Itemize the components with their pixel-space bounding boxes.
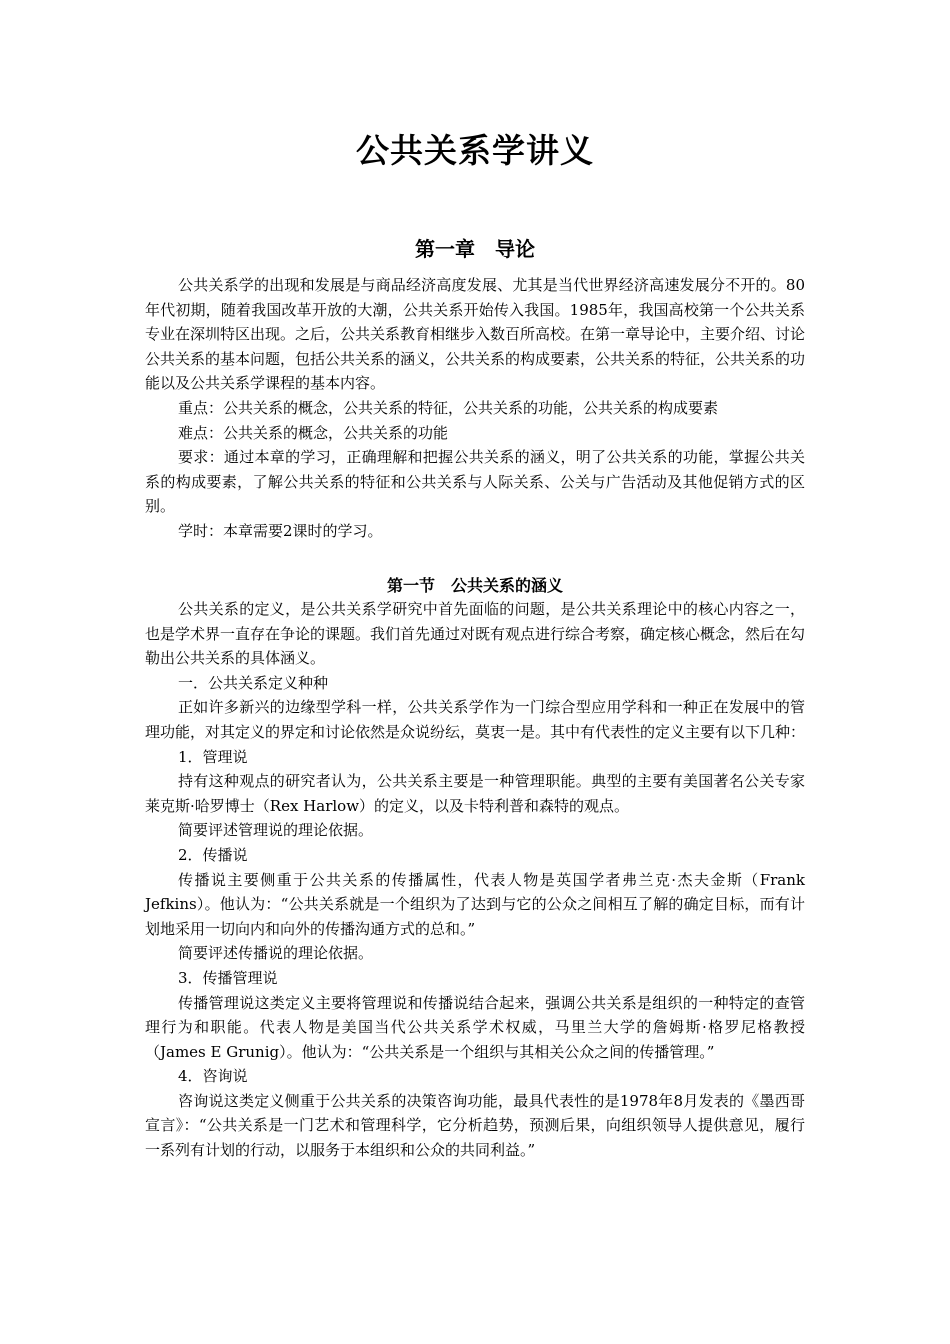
- requirements-paragraph: 要求：通过本章的学习，正确理解和把握公共关系的涵义，明了公共关系的功能，掌握公共关系的构成要素，了解公共关系的特征和公共关系与人际关系、公关与广告活动及其他促销方式的区别。: [145, 448, 805, 516]
- section-paragraph: 持有这种观点的研究者认为，公共关系主要是一种管理职能。典型的主要有美国著名公关专家莱克斯·哈罗博士（Rex Harlow）的定义，以及卡特利普和森特的观点。: [145, 772, 805, 815]
- section-paragraph: 简要评述传播说的理论依据。: [178, 944, 374, 963]
- section-paragraph: 传播说主要侧重于公共关系的传播属性，代表人物是英国学者弗兰克·杰夫金斯（Frank Jefkins）。他认为：“公共关系就是一个组织为了达到与它的公众之间相互了解的确定目标，而有计划地采用一切向内和向外的传播沟通方式的总和。”: [145, 870, 805, 938]
- section-paragraph: 传播管理说这类定义主要将管理说和传播说结合起来，强调公共关系是组织的一种特定的查管理行为和职能。代表人物是美国当代公共关系学术权威，马里兰大学的詹姆斯·格罗尼格教授（James E Grunig）。他认为：“公共关系是一个组织与其相关公众之间的传播管理。”: [145, 993, 805, 1061]
- section-title: 第一节 公共关系的涵义: [386, 576, 563, 595]
- subheading-communication-management: 3．传播管理说: [178, 968, 278, 987]
- section-paragraph: 咨询说这类定义侧重于公共关系的决策咨询功能，最具代表性的是1978年8月发表的《墨西哥宣言》：“公共关系是一门艺术和管理科学，它分析趋势，预测后果，向组织领导人提供意见，履行一系列有计划的行动，以服务于本组织和公众的共同利益。”: [145, 1091, 805, 1160]
- section-body: [145, 597, 805, 1163]
- subheading-communication: 2．传播说: [178, 845, 248, 864]
- section-paragraph: 正如许多新兴的边缘型学科一样，公共关系学作为一门综合型应用学科和一种正在发展中的管理功能，对其定义的界定和讨论依然是众说纷纭，莫衷一是。其中有代表性的定义主要有以下几种：: [145, 698, 806, 741]
- difficult-points-paragraph: 难点：公共关系的概念，公共关系的功能: [178, 423, 449, 442]
- subheading-consulting: 4．咨询说: [178, 1067, 248, 1086]
- chapter-title: 第一章 导论: [415, 237, 535, 261]
- section-paragraph: 简要评述管理说的理论依据。: [178, 821, 374, 840]
- chapter-intro: [145, 273, 805, 544]
- key-points-paragraph: 重点：公共关系的概念，公共关系的特征，公共关系的功能，公共关系的构成要素: [178, 398, 719, 417]
- subheading-management: 1．管理说: [178, 747, 248, 766]
- document-title: 公共关系学讲义: [356, 131, 594, 170]
- section-paragraph: 公共关系的定义，是公共关系学研究中首先面临的问题，是公共关系理论中的核心内容之一，也是学术界一直存在争论的课题。我们首先通过对既有观点进行综合考察，确定核心概念，然后在勾勒出公共关系的具体涵义。: [145, 600, 806, 668]
- subheading-definitions: 一．公共关系定义种种: [178, 673, 329, 692]
- intro-paragraph: 公共关系学的出现和发展是与商品经济高度发展、尤其是当代世界经济高速发展分不开的。80年代初期，随着我国改革开放的大潮，公共关系开始传入我国。1985年，我国高校第一个公共关系专业在深圳特区出现。之后，公共关系教育相继步入数百所高校。在第一章导论中，主要介绍、讨论公共关系的基本问题，包括公共关系的涵义，公共关系的构成要素，公共关系的特征，公共关系的功能以及公共关系学课程的基本内容。: [145, 276, 806, 393]
- class-hours-paragraph: 学时：本章需要2课时的学习。: [178, 521, 383, 540]
